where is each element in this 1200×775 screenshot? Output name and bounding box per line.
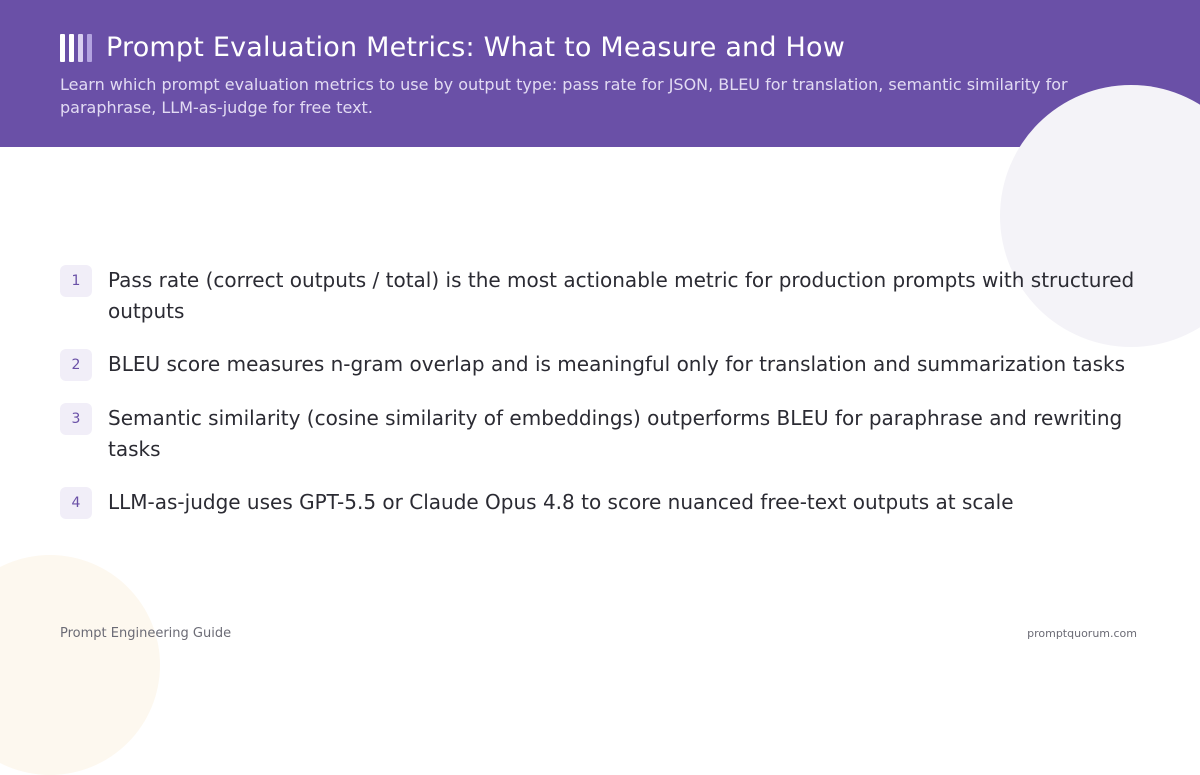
list-item — [60, 265, 1170, 327]
list-item — [60, 487, 1170, 519]
key-points-list — [60, 265, 1170, 541]
item-number-badge: 1 — [60, 265, 92, 297]
logo-bar — [87, 34, 92, 62]
title-row — [60, 31, 1140, 65]
page-subtitle: Learn which prompt evaluation metrics to use by output type: pass rate for JSON, BLEU for translation, semantic similarity for paraphrase, LLM-as-judge for free text. — [60, 75, 1068, 117]
item-text: Semantic similarity (cosine similarity of embeddings) outperforms BLEU for paraphrase and rewriting tasks — [108, 406, 1123, 461]
header-banner — [0, 0, 1200, 147]
item-number-badge: 3 — [60, 403, 92, 435]
logo-bar — [69, 34, 74, 62]
item-text: Pass rate (correct outputs / total) is the most actionable metric for production prompts with structured outputs — [108, 268, 1135, 323]
list-item — [60, 349, 1170, 381]
brand-bars-icon — [60, 34, 92, 62]
logo-bar — [78, 34, 83, 62]
list-item — [60, 403, 1170, 465]
item-text: LLM-as-judge uses GPT-5.5 or Claude Opus 4.8 to score nuanced free-text outputs at scale — [108, 490, 1014, 514]
footer-guide-label: Prompt Engineering Guide — [60, 626, 232, 641]
item-text: BLEU score measures n-gram overlap and is meaningful only for translation and summarization tasks — [108, 352, 1126, 376]
page-title: Prompt Evaluation Metrics: What to Measure and How — [106, 32, 845, 63]
item-number-badge: 2 — [60, 349, 92, 381]
logo-bar — [60, 34, 65, 62]
decorative-circle — [0, 555, 160, 775]
item-number-badge: 4 — [60, 487, 92, 519]
footer-site-label: promptquorum.com — [1027, 627, 1137, 640]
